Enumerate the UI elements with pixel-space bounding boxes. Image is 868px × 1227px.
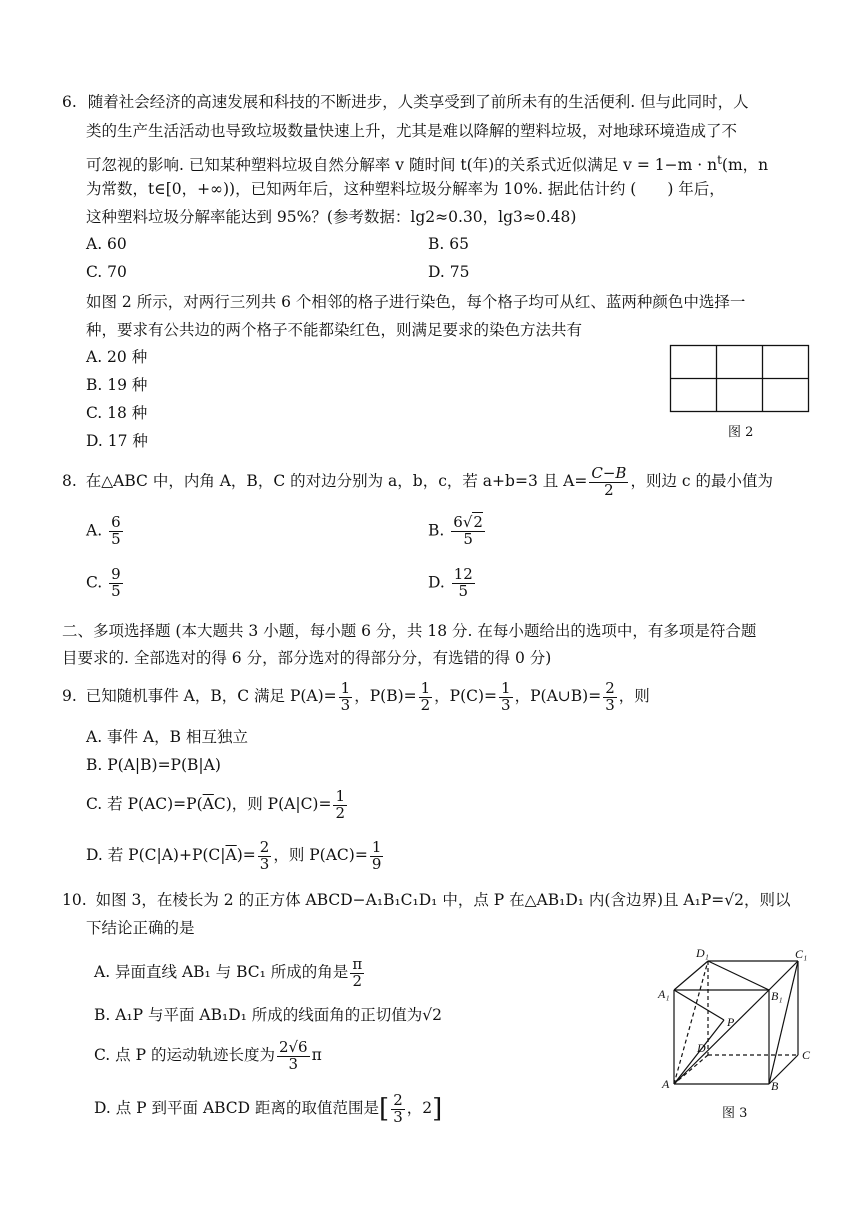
- q9-option-c-b: C)，则 P(A|C)=: [213, 795, 332, 813]
- q10-option-c-den: 3: [288, 1054, 299, 1073]
- q8-option-d-frac: [452, 567, 475, 600]
- q8-option-d-num: 12: [453, 565, 473, 583]
- q9-pb-frac: [419, 678, 433, 714]
- q7-option-c: C. 18 种: [86, 404, 148, 422]
- q9-option-c-bar: $\overline{A}$: [202, 795, 214, 813]
- q10-option-d-text: D. 点 P 到平面 ABCD 距离的取值范围是: [94, 1099, 380, 1117]
- q6-option-d: D. 75: [428, 263, 470, 281]
- q10-number: 10.: [62, 891, 87, 909]
- q9-stem-a: 已知随机事件 A，B，C 满足 P(A)=: [85, 687, 337, 705]
- q9-number: 9.: [62, 687, 77, 705]
- q8-option-b-coef: 6: [453, 513, 463, 531]
- q9-option-d-num1: 2: [259, 837, 270, 856]
- q8-option-a-frac: [109, 515, 123, 548]
- q8-option-c-frac: [109, 567, 123, 600]
- q9-pa-num: 1: [340, 678, 351, 697]
- q10-option-d-b: ，2: [406, 1099, 433, 1117]
- q8-option-b-rad: 2: [473, 513, 483, 531]
- diag-bc1: [769, 961, 798, 1084]
- q9-option-c-den: 2: [335, 803, 346, 822]
- q9-stem: [62, 676, 650, 716]
- q10-line1: [62, 890, 790, 910]
- q8-option-d-den: 5: [458, 581, 469, 600]
- q8-text-b: ，则边 c 的最小值为: [630, 472, 773, 490]
- section2-line2: 目要求的. 全部选对的得 6 分，部分选对的得部分分，有选错的得 0 分): [62, 649, 552, 667]
- label-d: D: [697, 1041, 706, 1055]
- q8-option-c-num: 9: [111, 565, 121, 583]
- q8-option-a-den: 5: [111, 529, 121, 548]
- q9-option-b: B. P(A|B)=P(B|A): [86, 756, 221, 774]
- q6-line2: 类的生产生活活动也导致垃圾数量快速上升，尤其是难以降解的塑料垃圾，对地球环境造成了不: [86, 122, 738, 140]
- q8-option-a-num: 6: [111, 513, 121, 531]
- q9-pc-frac: [499, 678, 513, 714]
- q6-line5: 这种塑料垃圾分解率能达到 95%？(参考数据：lg2≈0.30，lg3≈0.48): [86, 208, 577, 226]
- q9-stem-e: ，则: [618, 687, 650, 705]
- label-a1: A₁: [658, 987, 670, 1001]
- q10-option-d: [94, 1088, 442, 1129]
- q9-option-c-a: C. 若 P(AC)=P(: [86, 795, 203, 813]
- figure-2-caption: 图 2: [728, 425, 754, 440]
- q7-line1: 如图 2 所示，对两行三列共 6 个相邻的格子进行染色，每个格子均可从红、蓝两种颜色中选择一: [86, 293, 746, 311]
- q7-option-a: A. 20 种: [86, 348, 148, 366]
- q10-option-d-lbracket: [: [379, 1094, 390, 1124]
- diag-ab1: [674, 990, 769, 1084]
- q8-number: 8.: [62, 472, 77, 490]
- q8-stem: [62, 461, 773, 501]
- q9-pc-num: 1: [501, 678, 511, 697]
- q10-option-c-num: 2√6: [278, 1037, 308, 1056]
- q10-option-a-den: 2: [352, 971, 363, 990]
- q9-pa-frac: [339, 678, 353, 714]
- q8-option-b-frac: [451, 515, 485, 548]
- q9-pc-den: 3: [501, 695, 511, 714]
- q6-option-b: B. 65: [428, 235, 469, 253]
- section2-line1: 二、多项选择题 (本大题共 3 小题，每小题 6 分，共 18 分. 在每小题给出的选项中，有多项是符合题: [62, 622, 757, 640]
- q8-frac-num: C−B: [591, 463, 627, 482]
- q10-option-a-frac: [350, 954, 364, 990]
- q10-text1: 如图 3，在棱长为 2 的正方体 ABCD−A₁B₁C₁D₁ 中，点 P 在△AB₁D₁ 内(含边界)且 A₁P=√2，则以: [95, 891, 791, 909]
- label-a: A: [662, 1077, 670, 1091]
- q8-frac-den: 2: [604, 480, 614, 499]
- figure-3-caption: 图 3: [722, 1106, 748, 1121]
- q10-option-d-den: 3: [393, 1107, 403, 1126]
- q6-text3a: 可忽视的影响. 已知某种塑料垃圾自然分解率 v 随时间 t(年)的关系式近似满足 v = 1−m · n: [86, 156, 718, 175]
- q9-option-c: [86, 784, 349, 824]
- q9-option-d-den1: 3: [259, 854, 270, 873]
- q9-option-a: A. 事件 A，B 相互独立: [86, 728, 248, 746]
- q9-pab-num: 2: [605, 678, 615, 697]
- edge-a1d1: [674, 961, 708, 990]
- label-b: B: [771, 1079, 779, 1092]
- q10-option-a-num: π: [352, 954, 363, 973]
- q7-option-b: B. 19 种: [86, 376, 148, 394]
- q10-option-d-frac: [391, 1090, 405, 1126]
- q10-line2: 下结论正确的是: [86, 919, 195, 937]
- q9-pb-den: 2: [420, 695, 431, 714]
- q10-option-a: [94, 952, 366, 992]
- q8-option-d: [428, 567, 477, 600]
- q8-option-c-label: C.: [86, 573, 103, 592]
- edge-c1b1: [769, 961, 798, 990]
- q8-option-a: [86, 515, 125, 548]
- figure-2-grid: [669, 344, 811, 416]
- q9-pa-den: 3: [340, 695, 351, 714]
- q6-line3: [86, 150, 768, 175]
- q8-fraction: [589, 463, 628, 499]
- q10-option-b: B. A₁P 与平面 AB₁D₁ 所成的线面角的正切值为√2: [94, 1006, 443, 1024]
- q8-option-b-label: B.: [428, 521, 445, 540]
- q8-option-c-den: 5: [111, 581, 121, 600]
- q6-line4: 为常数，t∈[0，+∞))，已知两年后，这种塑料垃圾分解率为 10%. 据此估计约 ( ) 年后，: [86, 180, 725, 198]
- q10-option-d-num: 2: [393, 1090, 403, 1109]
- q10-option-c-pi: π: [311, 1046, 322, 1064]
- q8-option-b: [428, 515, 487, 548]
- q9-option-c-num: 1: [335, 786, 346, 805]
- q6-text3b: (m，n: [721, 156, 769, 175]
- q9-stem-b: ，P(B)=: [354, 687, 417, 705]
- q9-option-d-a: D. 若 P(C|A)+P(C|: [86, 846, 226, 864]
- q10-option-c: [94, 1035, 322, 1075]
- q6-line1: [62, 92, 749, 112]
- q9-option-d-b: )=: [236, 846, 256, 864]
- edge-da: [674, 1055, 708, 1084]
- q7-option-d: D. 17 种: [86, 432, 148, 450]
- q6-number: 6.: [62, 93, 77, 111]
- q6-text1: 随着社会经济的高速发展和科技的不断进步，人类享受到了前所未有的生活便利. 但与此同时，人: [87, 93, 749, 111]
- diag-ad1: [674, 961, 708, 1084]
- diag-d1b1: [708, 961, 769, 990]
- q9-pab-den: 3: [605, 695, 615, 714]
- q6-option-c: C. 70: [86, 263, 127, 281]
- q8-option-b-den: 5: [463, 529, 473, 548]
- label-c: C: [802, 1048, 811, 1062]
- figure-3-cube: [650, 940, 820, 1092]
- q9-stem-c: ，P(C)=: [434, 687, 498, 705]
- q9-option-d: [86, 835, 385, 875]
- q9-option-d-frac1: [258, 837, 272, 873]
- q9-option-d-frac2: [370, 837, 384, 873]
- q10-option-a-text: A. 异面直线 AB₁ 与 BC₁ 所成的角是: [94, 963, 349, 981]
- q8-option-a-label: A.: [86, 521, 103, 540]
- q9-option-d-den2: 9: [371, 854, 382, 873]
- q9-pab-frac: [603, 678, 617, 714]
- q8-option-c: [86, 567, 125, 600]
- q8-option-d-label: D.: [428, 573, 445, 592]
- q6-option-a: A. 60: [86, 235, 127, 253]
- q9-pb-num: 1: [420, 678, 431, 697]
- q10-option-d-rbracket: ]: [432, 1094, 443, 1124]
- q10-option-c-text: C. 点 P 的运动轨迹长度为: [94, 1046, 275, 1064]
- label-b1: B₁: [771, 989, 783, 1003]
- q6-text3sup: t: [717, 153, 722, 167]
- q7-line2: 种，要求有公共边的两个格子不能都染红色，则满足要求的染色方法共有: [86, 321, 583, 339]
- label-p: P: [727, 1015, 735, 1029]
- label-c1: C₁: [795, 947, 808, 961]
- q9-option-d-num2: 1: [371, 837, 382, 856]
- q9-stem-d: ，P(A∪B)=: [514, 687, 602, 705]
- q8-option-b-num: 6√2: [453, 513, 483, 531]
- q10-option-c-frac: [277, 1037, 310, 1073]
- q9-option-d-bar: $\overline{A}$: [225, 846, 237, 864]
- q9-option-c-frac: [333, 786, 347, 822]
- label-d1: D₁: [696, 946, 709, 960]
- q8-text-a: 在△ABC 中，内角 A，B，C 的对边分别为 a，b，c，若 a+b=3 且 A=: [85, 472, 588, 490]
- q9-option-d-c: ，则 P(AC)=: [273, 846, 368, 864]
